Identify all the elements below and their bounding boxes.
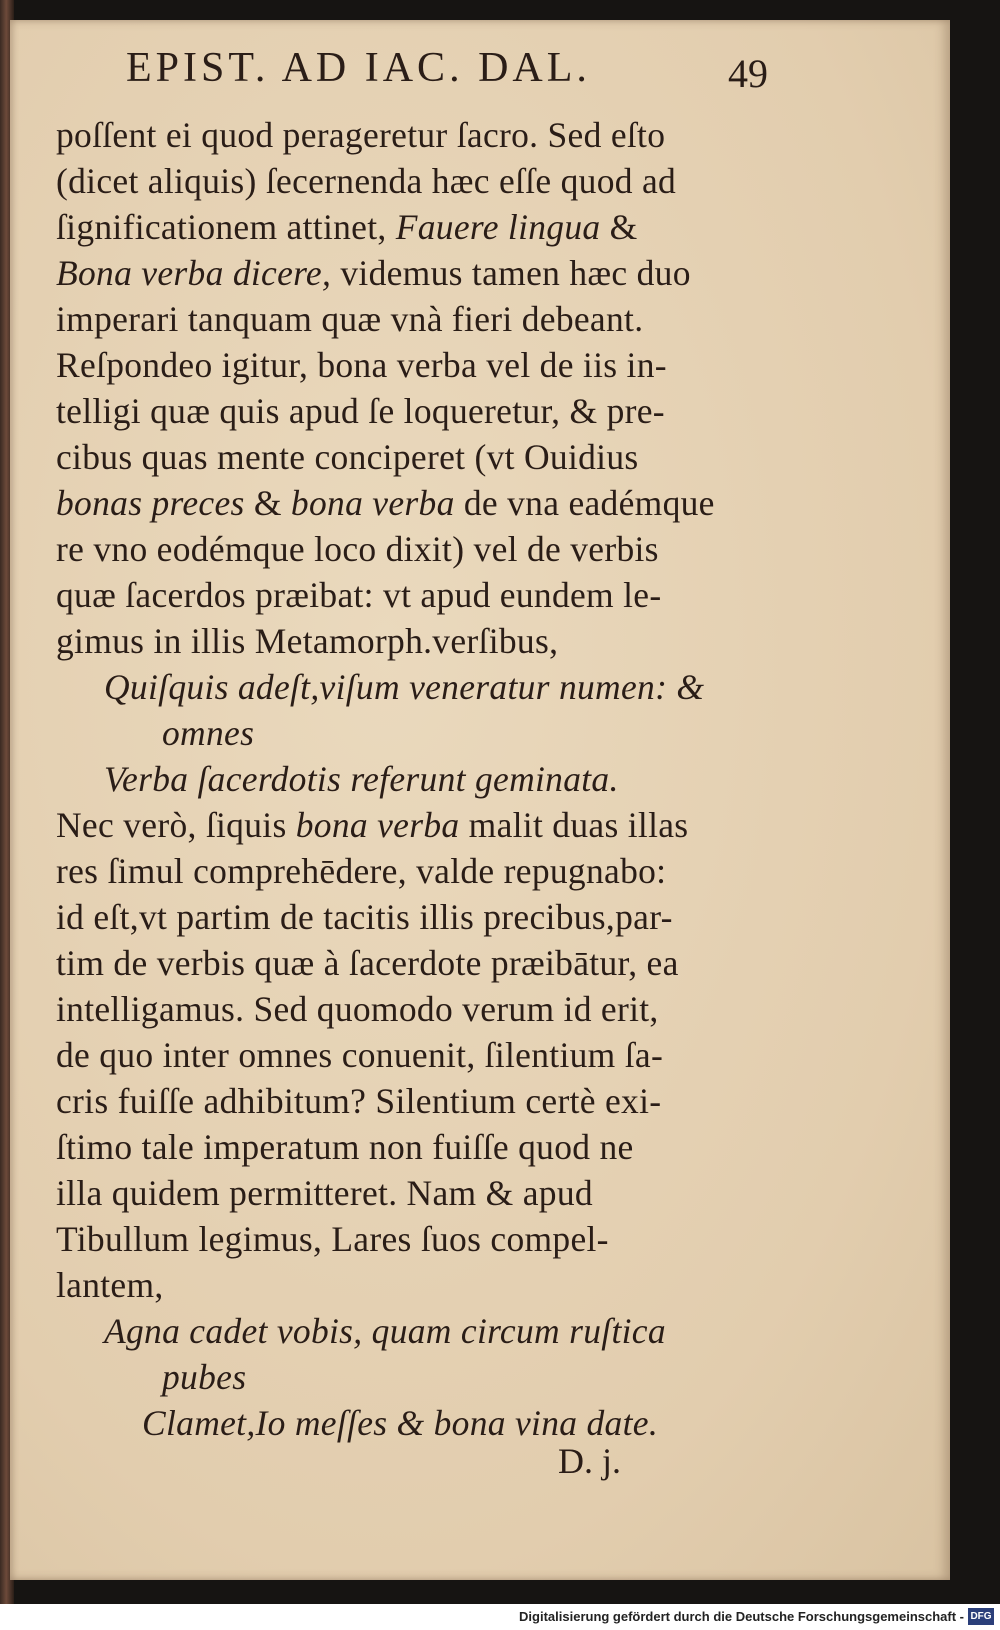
text-line: imperari tanquam quæ vnà fieri debeant. xyxy=(56,299,644,339)
verse-line: Agna cadet vobis, quam circum ruſtica xyxy=(104,1311,666,1351)
verse-line: Verba ſacerdotis referunt geminata. xyxy=(104,759,619,799)
verse-line: omnes xyxy=(162,713,255,753)
italic-phrase: bona verba xyxy=(290,483,455,523)
text-line: illa quidem permitteret. Nam & apud xyxy=(56,1173,593,1213)
page-number: 49 xyxy=(728,51,768,96)
text-line: Nec verò, ſiquis bona verba malit duas illas xyxy=(56,805,689,845)
page-body xyxy=(56,112,791,1446)
text-line: tim de verbis quæ à ſacerdote præibātur, ea xyxy=(56,943,679,983)
text-line: poſſent ei quod perageretur ſacro. Sed eſto xyxy=(56,115,666,155)
text-line: cris fuiſſe adhibitum? Silentium certè exi- xyxy=(56,1081,662,1121)
book-page xyxy=(10,20,950,1580)
text-line: lantem, xyxy=(56,1265,164,1305)
signature-mark: D. j. xyxy=(558,1441,621,1481)
funding-credit: Digitalisierung gefördert durch die Deutsche Forschungsgemeinschaft - xyxy=(519,1609,964,1624)
running-head: EPIST. AD IAC. DAL. xyxy=(126,45,591,91)
text-line: gimus in illis Metamorph.verſibus, xyxy=(56,621,559,661)
verse-line: Quiſquis adeſt,viſum veneratur numen: & xyxy=(104,667,705,707)
italic-phrase: bonas preces xyxy=(56,483,245,523)
verse-line: pubes xyxy=(162,1357,247,1397)
verse-line: Clamet,Io meſſes & bona vina date. xyxy=(142,1403,658,1443)
text-line: Bona verba dicere, videmus tamen hæc duo xyxy=(56,253,691,293)
text-line: id eſt,vt partim de tacitis illis precibus,par- xyxy=(56,897,673,937)
text-line: Tibullum legimus, Lares ſuos compel- xyxy=(56,1219,609,1259)
text-line: cibus quas mente conciperet (vt Ouidius xyxy=(56,437,639,477)
text-line: quæ ſacerdos præibat: vt apud eundem le- xyxy=(56,575,662,615)
text-line: ſtimo tale imperatum non fuiſſe quod ne xyxy=(56,1127,634,1167)
italic-phrase: Fauere lingua xyxy=(395,207,601,247)
italic-phrase: Bona verba dicere, xyxy=(56,253,332,293)
italic-phrase: bona verba xyxy=(295,805,460,845)
text-line: ſignificationem attinet, Fauere lingua & xyxy=(56,207,638,247)
digitization-footer xyxy=(0,1604,1000,1630)
text-line: res ſimul comprehēdere, valde repugnabo: xyxy=(56,851,667,891)
dfg-logo: DFG xyxy=(968,1608,994,1625)
text-line: (dicet aliquis) ſecernenda hæc eſſe quod ad xyxy=(56,161,677,201)
text-line: Reſpondeo igitur, bona verba vel de iis in- xyxy=(56,345,667,385)
text-line: intelligamus. Sed quomodo verum id erit, xyxy=(56,989,659,1029)
text-line: bonas preces & bona verba de vna eadémque xyxy=(56,483,715,523)
page-header xyxy=(10,44,950,104)
text-line: de quo inter omnes conuenit, ſilentium ſa- xyxy=(56,1035,664,1075)
text-line: telligi quæ quis apud ſe loqueretur, & pre- xyxy=(56,391,665,431)
text-line: re vno eodémque loco dixit) vel de verbis xyxy=(56,529,659,569)
